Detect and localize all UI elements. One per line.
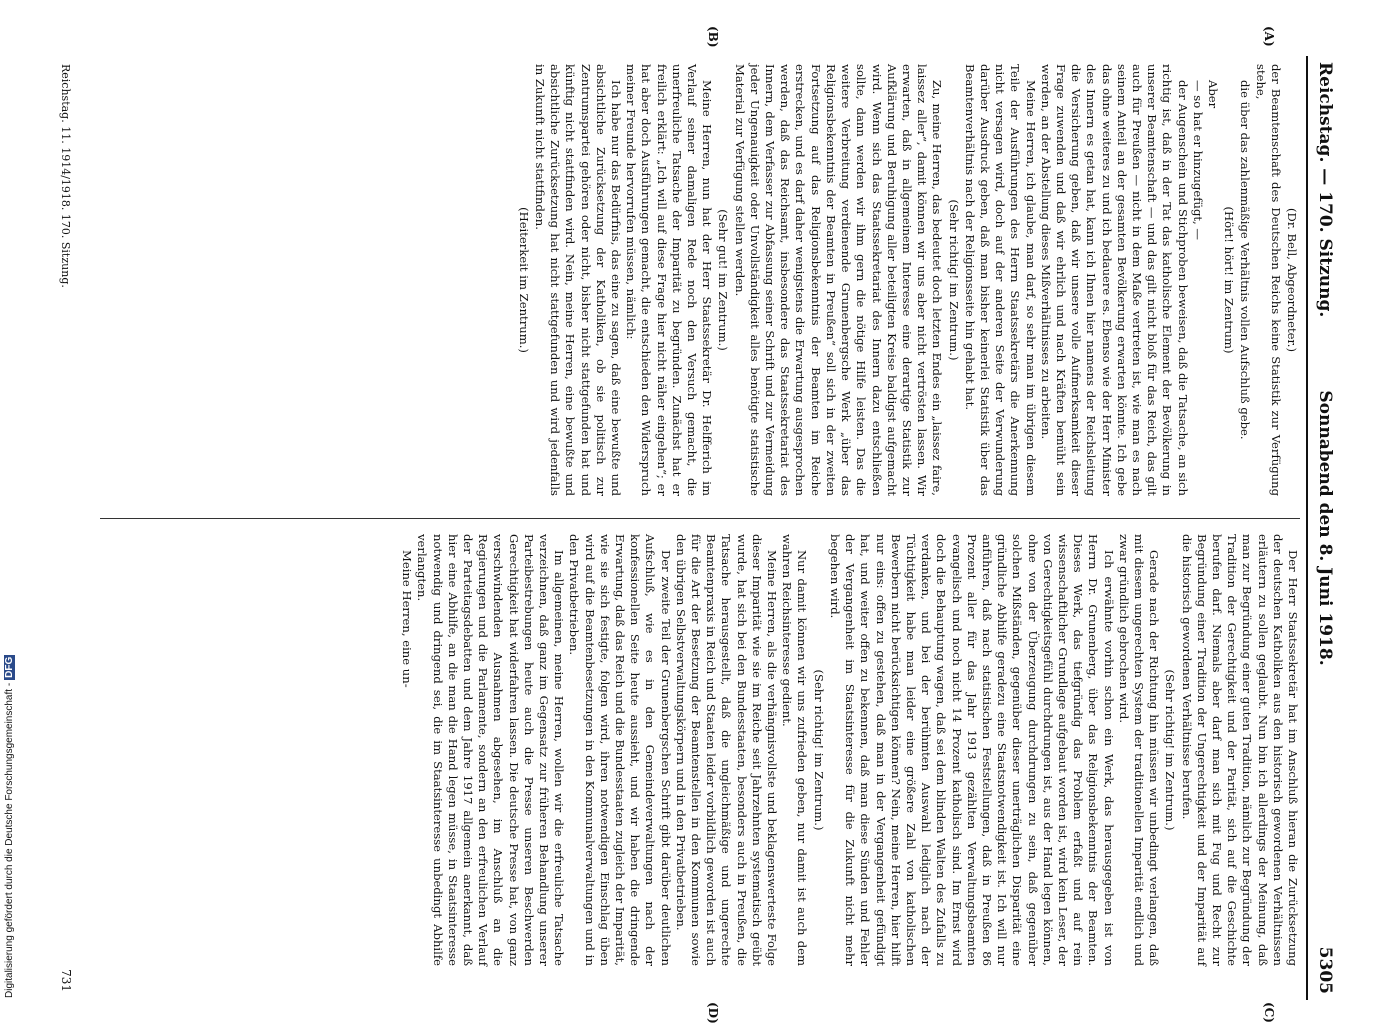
paragraph: Der Herr Staatssekretär hat im Anschluß hieran die Zurücksetzung der deutschen Katholiken aus den historisch gewordenen Verhältnissen erläutern zu sollen geglaubt. Nun bin ich allerdings der Meinung, daß man zur Begründung einer guten Tradition, nämlich zur Begründung der Tradition der Gerechtigkeit und der Parität, sich auf die Geschichte berufen darf. Niemals aber darf man sich mit Fug und Recht zur Begründung einer Tradition der Ungerechtigkeit und der Imparität auf die historisch gewordenen Verhältnisse berufen. bbox=[1179, 534, 1300, 966]
paragraph: Meine Herren, eine un- bbox=[400, 550, 415, 688]
speaker-line: (Dr. Bell, Abgeordneter.) bbox=[1285, 208, 1299, 352]
credit-text: Digitalisierung gefördert durch die Deutsche Forschungsgemeinschaft - bbox=[4, 682, 15, 998]
interjection: (Heiterkeit im Zentrum.) bbox=[516, 207, 531, 353]
paragraph: — so hat er hinzugefügt, — bbox=[1190, 80, 1205, 241]
paragraph: Meine Herren, als die verhängnisvollste und beklagenswerteste Folge dieser Imparität wie sie im Reiche seit Jahrzehnten systematisch geübt wurde, hat sich bei den Bundesstaaten, besonders auch in Preußen, die Tatsache herausgestellt, daß die ungleichmäßige und ungerechte Beamtenpraxis in Reich und Staaten leider vorbildlich geworden ist auch für die Art der Besetzung der Beamtenstellen in den Kommunen sowie den übrigen Selbstverwaltungskörpern und in den Privatbetrieben. bbox=[673, 534, 780, 966]
page-header bbox=[1306, 56, 1340, 1000]
margin-mark-c: (C) bbox=[1262, 1002, 1276, 1023]
digitization-credit bbox=[4, 8, 15, 998]
paragraph: Meine Herren, ich glaube, man darf, so sehr man im übrigen diesem Teile der Ausführungen des Herrn Staatssekretärs die Anerkennung nicht versagen wird, doch auf der anderen Seite der Verwunderung darüber Ausdruck geben, daß man bisher keinerlei Statistik über das Beamtenverhältnis nach der Religionsseite hin gehabt hat. bbox=[962, 64, 1038, 496]
footer-session: Reichstag. 11. 1914/1918. 170. Sitzung. bbox=[59, 64, 72, 288]
paragraph: die über das zahlenmäßige Verhältnis vollen Aufschluß gebe. bbox=[1238, 80, 1253, 440]
header-date: Sonnabend den 8. Juni 1918. bbox=[1315, 390, 1335, 666]
margin-mark-a: (A) bbox=[1262, 26, 1276, 47]
interjection: (Hört! hört! im Zentrum) bbox=[1222, 206, 1237, 354]
interjection: (Sehr richtig! im Zentrum.) bbox=[1163, 669, 1178, 831]
paragraph: Meine Herren, nun hat der Herr Staatssekretär Dr. Helfferich im Verlauf seiner damaligen Rede noch den Versuch gemacht, die unerfreuliche Tatsache der Imparität zu begründen. Zunächst hat er freilich erklärt: „Ich will auf diese Frage hier nicht näher eingehen“; er hat aber doch Ausführungen gemacht, die entschieden den Widerspruch meiner Freunde hervorrufen müssen, nämlich: bbox=[624, 64, 715, 496]
paragraph: der Beamtenschaft des Deutschen Reichs keine Statistik zur Verfügung stehe, bbox=[1253, 64, 1283, 496]
paragraph: Der zweite Teil der Grunenbergschen Schrift gibt darüber deutlichen Aufschluß, wie es in den Gemeindeverwaltungen nach der konfessionellen Seite heute aussieht, und wir haben die dringende Erwartung, daß das Reich und die Bundesstaaten zugleich der Imparität, wie sie sich festigte, folgen wird, ihren notwendigen Einschlag üben wird auf die Beamtenbesetzungen in den Kommunalverwaltungen und in den Privatbetrieben. bbox=[567, 534, 673, 966]
quotation-paragraph: der Augenschein und Stichproben beweisen, daß die Tatsache, an sich richtig ist, daß in der Tat das katholische Element der Bevölkerung in unserer Beamtenschaft — und das gilt nicht bloß für das Reich, das gilt auch für Preußen — nicht in dem Maße vertreten ist, wie man es nach seinem Anteil an der gesamten Bevölkerung erwarten könnte. Ich gebe das ohne weiteres zu und ich bedauere es. Ebenso wie der Herr Minister des Innern es getan hat, kann ich Ihnen hier namens der Reichsleitung die Versicherung geben, daß wir unsere volle Aufmerksamkeit dieser Frage zuwenden und daß wir ehrlich und nach Kräften bemüht sein werden, an der Abstellung dieses Mißverhältnisses zu arbeiten. bbox=[1038, 64, 1190, 496]
paragraph: Zu, meine Herren, das bedeutet doch letzten Endes ein „laissez faire, laissez aller“, damit können wir uns aber nicht vertrösten lassen. Wir erwarten, daß in allgemeinem Interesse eine derartige Statistik zur Aufklärung und Beruhigung aller beteiligten Kreise baldigst aufgemacht wird. Wenn sich das Staatssekretariat des Innern dazu entschließen sollte, dann werden wir ihm gern die nötige Hilfe leisten. Das die weitere Verbreitung verdienende Grunenbergsche Werk „über das Religionsbekenntnis der Beamten in Preußen“ soll sich in der zweiten Fortsetzung auf das Religionsbekenntnis der Beamten im Reiche erstrecken, und es darf daher wenigstens die Erwartung ausgesprochen werden, daß das Reichsamt, insbesondere das Staatssekretariat des Innern, dem Verfasser zur Abfassung seiner Schrift und zur Vermeidung jeder Ungenauigkeit oder Unvollständigkeit alles benötigte statistische Material zur Verfügung stellen werden. bbox=[732, 64, 945, 496]
interjection: (Sehr gut! im Zentrum.) bbox=[716, 209, 731, 351]
column-divider bbox=[100, 518, 1300, 519]
interjection: (Sehr richtig! im Zentrum.) bbox=[946, 199, 961, 361]
paragraph: Gerade nach der Richtung hin müssen wir unbedingt verlangen, daß mit diesem ungerechten System der traditionellen Imparität endlich und zwar gründlich gebrochen wird. bbox=[1116, 534, 1162, 966]
paragraph: Ich erwähnte vorhin schon ein Werk, das herausgegeben ist von Herrn Dr. Grunenberg, über das Religionsbekenntnis der Beamten. Dieses Werk, das tiefgründig das Problem erfaßt und auf rein wissenschaftlicher Grundlage aufgebaut worden ist, wird kein Leser, der von Gerechtigkeitsgefühl durchdrungen ist, aus der Hand legen können, ohne von der Überzeugung durchdrungen zu sein, daß gegenüber solchen Mißständen, gegenüber dieser unerträglichen Disparität eine gründliche Abhilfe geradezu eine Staatsnotwendigkeit ist. Ich will nur anführen, daß nach statistischen Feststellungen, daß in Preußen 86 Prozent aller für das Jahr 1913 gezählten Verwaltungsbeamten evangelisch und noch nicht 14 Prozent katholisch sind. Im Ernst wird doch die Behauptung wagen, daß sei dem blinden Walten des Zufalls zu verdanken, und bei der berühmten Auswahl lediglich nach der Tüchtigkeit habe man leider eine größere Zahl von katholischen Bewerbern nicht berücksichtigen können? Nein, meine Herren, hier hilft nur eins: offen zu gestehen, daß man in der Vergangenheit gefündigt hat, und weiter offen zu bekennen, daß man diese Sünden und Fehler der Vergangenheit im Staatsinteresse für die Zukunft nicht mehr begehen wird. bbox=[827, 534, 1116, 966]
interjection: (Sehr richtig! im Zentrum.) bbox=[811, 669, 826, 831]
footer-page-number: 731 bbox=[59, 969, 73, 992]
paragraph: Nur damit können wir uns zufrieden geben, nur damit ist auch dem wahren Reichsinteresse gedient. bbox=[780, 534, 810, 966]
header-session: Reichstag. — 170. Sitzung. bbox=[1315, 62, 1335, 318]
document-page bbox=[55, 26, 1340, 1024]
page-number: 5305 bbox=[1315, 946, 1335, 994]
paragraph: Aber bbox=[1205, 80, 1220, 109]
margin-mark-d: (D) bbox=[706, 1002, 720, 1024]
right-column bbox=[399, 534, 1300, 966]
paragraph: Im allgemeinen, meine Herren, wollen wir die erfreuliche Tatsache verzeichnen, daß ganz im Gegensatz zur früheren Behandlung unserer Parteibestrebungen heute auch die Presse unseren Beschwerden Gerechtigkeit hat widerfahren lassen. Die deutsche Presse hat, von ganz verschwindenden Ausnahmen abgesehen, im Anschluß an die Regierungen und die Parlamente, sondern an den erfreulichen Verlauf der Parteitagsdebatten und dem Jahre 1917 allgemein anerkannt, daß hier eine Abhilfe, an die man die Hand legen müsse, in Staatsinteresse notwendig und dringend sei, die im Staatsinteresse unbedingt Abhilfe verlangten. bbox=[415, 534, 567, 966]
dfg-logo: DFG bbox=[4, 656, 15, 678]
left-column bbox=[515, 64, 1300, 496]
quotation-paragraph: Ich habe nur das Bedürfnis, das eine zu sagen, daß eine bewußte und absichtliche Zurücksetzung der Katholiken, ob sie politisch zur Zentrumspartei gehören oder nicht, bisher nicht stattgefunden hat und künftig nicht stattfinden wird. Nein, meine Herren, eine bewußte und absichtliche Zurücksetzung hat nicht stattgefunden und wird jedenfalls in Zukunft nicht stattfinden. bbox=[533, 64, 624, 496]
margin-mark-b: (B) bbox=[706, 26, 720, 48]
